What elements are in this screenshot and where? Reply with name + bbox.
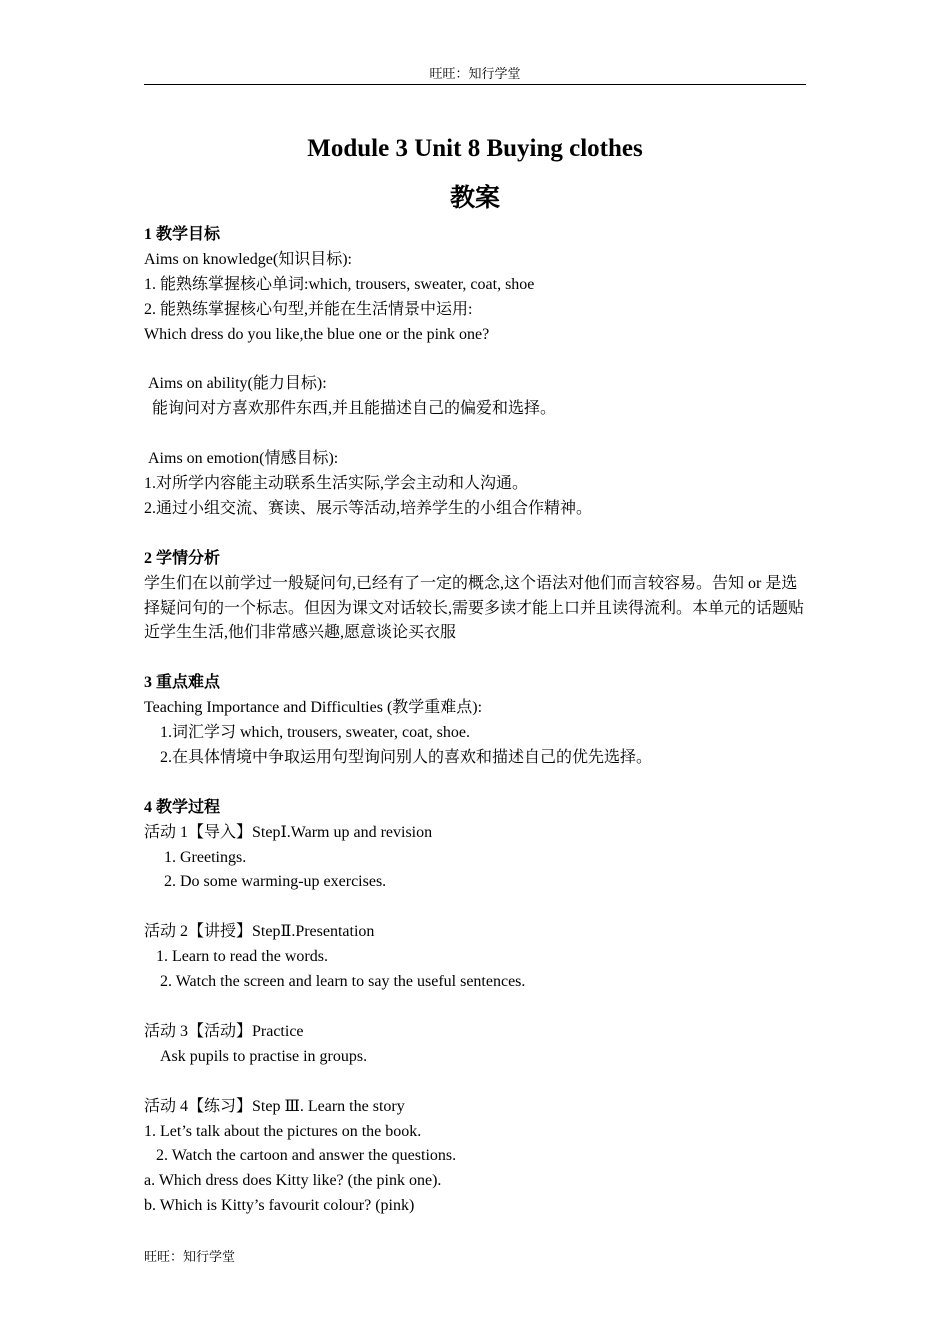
activity-item: b. Which is Kitty’s favourit colour? (pink)	[144, 1197, 415, 1215]
text-line: 2.通过小组交流、赛读、展示等活动,培养学生的小组合作精神。	[144, 499, 593, 517]
document-subtitle: 教案	[449, 185, 500, 212]
text-line: 1.词汇学习 which, trousers, sweater, coat, shoe.	[144, 724, 470, 742]
section-heading-process: 4 教学过程	[144, 798, 221, 816]
section-heading-analysis: 2 学情分析	[144, 549, 221, 567]
activity-title: 活动 4【练习】Step Ⅲ. Learn the story	[144, 1097, 405, 1115]
analysis-paragraph: 学生们在以前学过一般疑问句,已经有了一定的概念,这个语法对他们而言较容易。告知 or 是选择疑问句的一个标志。但因为课文对话较长,需要多读才能上口并且读得流利。本单元的话题贴近学生生活,他们非常感兴趣,愿意谈论买衣服	[144, 574, 805, 642]
section-heading-objectives: 1 教学目标	[144, 226, 221, 243]
text-line: 能询问对方喜欢那件东西,并且能描述自己的偏爱和选择。	[144, 400, 557, 418]
activity-item: 2. Do some warming-up exercises.	[144, 873, 387, 891]
text-line: Teaching Importance and Difficulties (教学重难点):	[144, 699, 483, 717]
activity-item: Ask pupils to practise in groups.	[144, 1047, 368, 1065]
text-line: 2.在具体情境中争取运用句型询问别人的喜欢和描述自己的优先选择。	[144, 748, 653, 766]
text-line: Aims on emotion(情感目标):	[144, 450, 339, 468]
activity-item: 1. Learn to read the words.	[144, 948, 328, 966]
text-line: Which dress do you like,the blue one or the pink one?	[144, 325, 490, 343]
activity-item: a. Which dress does Kitty like? (the pink one).	[144, 1172, 442, 1190]
text-line: 1.对所学内容能主动联系生活实际,学会主动和人沟通。	[144, 475, 529, 493]
activity-item: 2. Watch the cartoon and answer the questions.	[144, 1147, 457, 1165]
document-body	[144, 223, 808, 1219]
section-heading-key-points: 3 重点难点	[144, 674, 221, 692]
text-line: Aims on ability(能力目标):	[144, 375, 327, 393]
page-footer: 旺旺：知行学堂	[144, 1249, 236, 1264]
activity-title: 活动 2【讲授】StepⅡ.Presentation	[144, 923, 375, 941]
text-line: Aims on knowledge(知识目标):	[144, 250, 352, 268]
document-title: Module 3 Unit 8 Buying clothes	[307, 135, 643, 162]
activity-item: 1. Greetings.	[144, 848, 247, 866]
activity-item: 1. Let’s talk about the pictures on the book.	[144, 1122, 422, 1140]
text-line: 1. 能熟练掌握核心单词:which, trousers, sweater, coat, shoe	[144, 275, 535, 293]
activity-title: 活动 3【活动】Practice	[144, 1022, 304, 1040]
text-line: 2. 能熟练掌握核心句型,并能在生活情景中运用:	[144, 300, 473, 318]
page-header: 旺旺：知行学堂	[429, 66, 521, 81]
activity-item: 2. Watch the screen and learn to say the useful sentences.	[144, 973, 526, 991]
header-divider	[144, 84, 806, 85]
activity-title: 活动 1【导入】StepⅠ.Warm up and revision	[144, 823, 433, 841]
